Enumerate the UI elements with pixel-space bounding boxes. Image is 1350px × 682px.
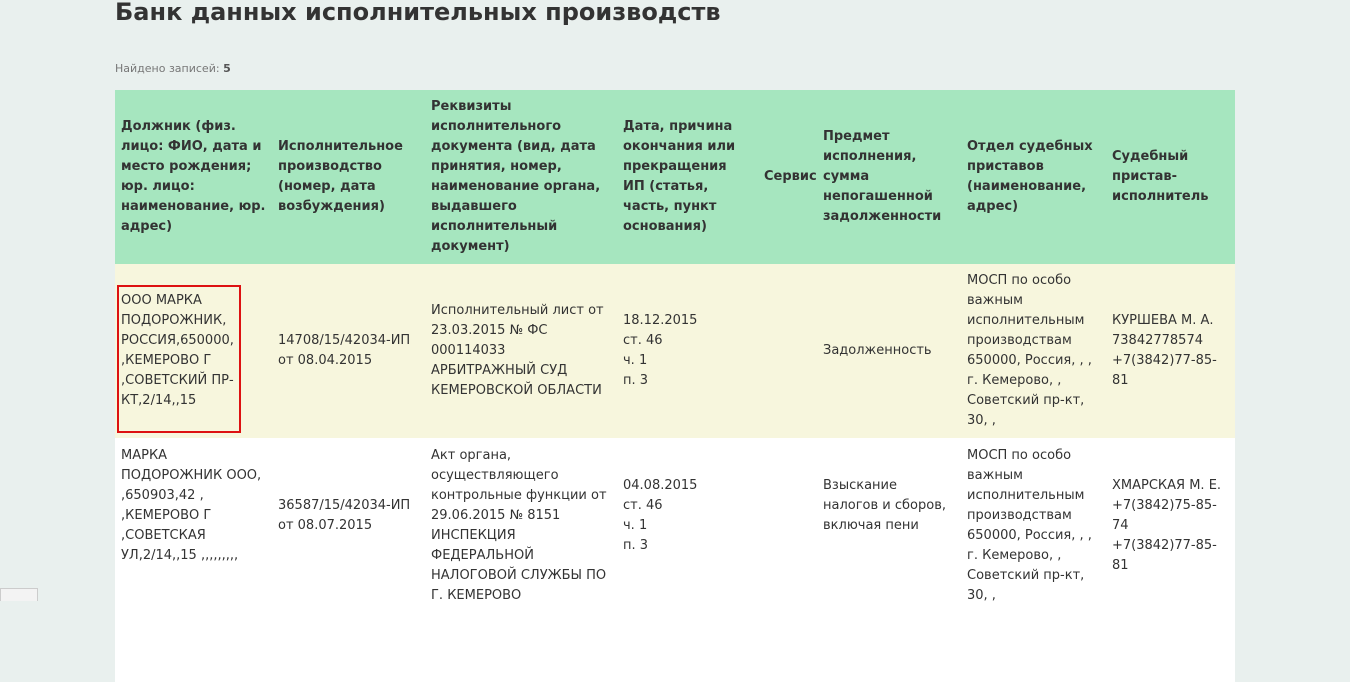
- header-service: Сервис: [758, 90, 817, 264]
- bailiff-phone: +7(3842)75-85-74: [1112, 498, 1217, 533]
- subject-cell: Взыскание налогов и сборов, включая пени: [817, 438, 961, 682]
- bailiff-cell: [1106, 438, 1235, 682]
- records-found-label: Найдено записей:: [115, 62, 220, 75]
- bailiff-name: КУРШЕВА М. А.: [1112, 313, 1214, 328]
- department-cell: МОСП по особо важным исполнительным производствам 650000, Россия, , , г. Кемерово, , Советский пр-кт, 30, ,: [961, 438, 1106, 682]
- subject-cell: Задолженность: [817, 264, 961, 438]
- bailiff-phone: +7(3842)77-85-81: [1112, 353, 1217, 388]
- end-date-cell: [617, 438, 758, 682]
- end-article: ст. 46: [623, 333, 663, 348]
- header-subject: Предмет исполнения, сумма непогашенной задолженности: [817, 90, 961, 264]
- header-end-date: Дата, причина окончания или прекращения ИП (статья, часть, пункт основания): [617, 90, 758, 264]
- document-cell: Исполнительный лист от 23.03.2015 № ФС 000114033 АРБИТРАЖНЫЙ СУД КЕМЕРОВСКОЙ ОБЛАСТИ: [425, 264, 617, 438]
- department-cell: МОСП по особо важным исполнительным производствам 650000, Россия, , , г. Кемерово, , Советский пр-кт, 30, ,: [961, 264, 1106, 438]
- table-row: [115, 264, 1235, 438]
- records-found-count: 5: [223, 62, 231, 75]
- page-title: Банк данных исполнительных производств: [115, 0, 721, 26]
- end-article: ст. 46: [623, 498, 663, 513]
- header-department: Отдел судебных приставов (наименование, адрес): [961, 90, 1106, 264]
- end-date: 18.12.2015: [623, 313, 698, 328]
- header-debtor: Должник (физ. лицо: ФИО, дата и место рождения; юр. лицо: наименование, юр. адрес): [115, 90, 272, 264]
- bailiff-phone: 73842778574: [1112, 333, 1203, 348]
- service-cell: [758, 438, 817, 682]
- bailiff-phone: +7(3842)77-85-81: [1112, 538, 1217, 573]
- proceedings-table: [115, 90, 1235, 682]
- proceeding-cell: 36587/15/42034-ИП от 08.07.2015: [272, 438, 425, 682]
- end-date: 04.08.2015: [623, 478, 698, 493]
- corner-widget[interactable]: [0, 588, 38, 601]
- records-found: [115, 62, 231, 76]
- end-date-cell: [617, 264, 758, 438]
- debtor-highlight-frame: [117, 285, 241, 433]
- debtor-cell: ООО МАРКА ПОДОРОЖНИК, РОССИЯ,650000, , ,КЕМЕРОВО Г ,СОВЕТСКИЙ ПР-КТ,2/14,,15: [115, 264, 272, 438]
- table-row: [115, 438, 1235, 682]
- debtor-cell: МАРКА ПОДОРОЖНИК ООО, ,650903,42 , ,КЕМЕРОВО Г ,СОВЕТСКАЯ УЛ,2/14,,15 ,,,,,,,,,: [115, 438, 272, 682]
- end-point: п. 3: [623, 373, 649, 388]
- table-header-row: [115, 90, 1235, 264]
- end-point: п. 3: [623, 538, 649, 553]
- header-bailiff: Судебный пристав-исполнитель: [1106, 90, 1235, 264]
- bailiff-name: ХМАРСКАЯ М. Е.: [1112, 478, 1222, 493]
- header-proceeding: Исполнительное производство (номер, дата возбуждения): [272, 90, 425, 264]
- end-part: ч. 1: [623, 353, 648, 368]
- service-cell: [758, 264, 817, 438]
- bailiff-cell: [1106, 264, 1235, 438]
- document-cell: Акт органа, осуществляющего контрольные функции от 29.06.2015 № 8151 ИНСПЕКЦИЯ ФЕДЕРАЛЬНОЙ НАЛОГОВОЙ СЛУЖБЫ ПО Г. КЕМЕРОВО: [425, 438, 617, 682]
- end-part: ч. 1: [623, 518, 648, 533]
- proceeding-cell: 14708/15/42034-ИП от 08.04.2015: [272, 264, 425, 438]
- header-document: Реквизиты исполнительного документа (вид, дата принятия, номер, наименование органа, выдавшего исполнительный документ): [425, 90, 617, 264]
